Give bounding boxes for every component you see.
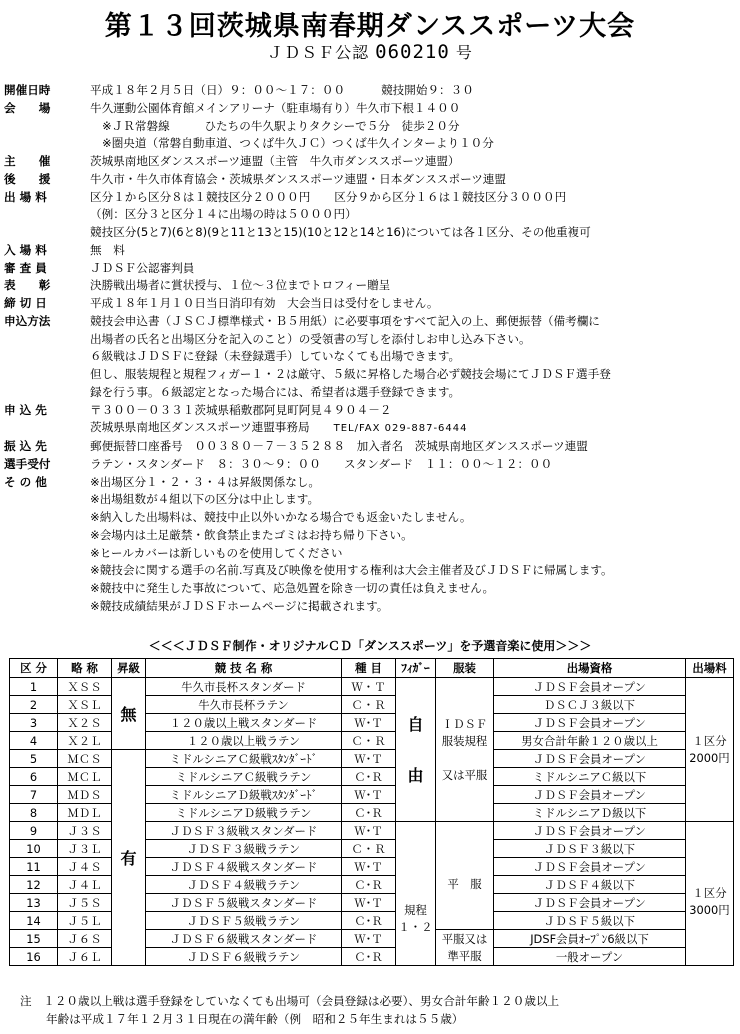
info-method-line: ６級戦はＪＤＳＦに登録（未登録選手）していなくても出場できます。 [90, 349, 461, 364]
info-host [4, 153, 738, 171]
row-number: 14 [10, 912, 58, 930]
row-name: ＪＤＳＦ３級戦ラテン [146, 840, 342, 858]
fee-line: １区分 [692, 886, 727, 900]
info-extra: 区分９から区分１６は１競技区分３０００円 [334, 189, 567, 204]
dress-line: 準平服 [447, 948, 482, 963]
header-cell: 競 技 名 称 [146, 659, 342, 678]
row-event: Ｗ・Ｔ [342, 678, 396, 696]
info-value: 平成１８年１月１０日当日消印有効 大会当日は受付をしません。 [90, 296, 439, 310]
info-other-line: ※会場内は土足厳禁・飲食禁止またゴミはお持ち帰り下さい。 [90, 527, 413, 542]
info-value: ※出場区分１・２・３・４は昇級関係なし。 [90, 474, 320, 489]
row-abbr: Ｊ４Ｌ [58, 876, 112, 894]
row-number: 7 [10, 786, 58, 804]
row-number: 13 [10, 894, 58, 912]
info-support [4, 171, 738, 189]
info-venue-line: ※圏央道（常磐自動車道、つくば牛久ＪＣ）つくば牛久インターより１０分 [102, 136, 494, 151]
info-label: 出 場 料 [4, 189, 47, 204]
figure-free [396, 678, 436, 822]
table-row [10, 750, 734, 768]
cert-prefix: ＪＤＳＦ公認 [267, 43, 370, 62]
row-event: Ｃ・Ｒ [342, 840, 396, 858]
info-date [4, 82, 738, 100]
row-event: Ｃ･Ｒ [342, 804, 396, 822]
info-method-line: 出場者の氏名と出場区分を記入のこと）の受領書の写しを添付しお申し込み下さい。 [90, 331, 531, 346]
info-venue-line: ※ＪＲ常磐線 ひたちの牛久駅よりタクシーで５分 徒歩２０分 [102, 118, 460, 133]
header-cell: 出場料 [686, 659, 734, 678]
row-abbr: Ｊ５Ｌ [58, 912, 112, 930]
dress-plain-or [436, 930, 494, 966]
info-extra: 競技開始９：３０ [381, 83, 474, 97]
footnote [20, 992, 736, 1028]
dress-line: 服装規程 [441, 733, 488, 748]
row-number: 1 [10, 678, 58, 696]
info-address [4, 402, 738, 420]
row-number: 6 [10, 768, 58, 786]
promotion-none: 無 [112, 678, 146, 750]
row-qualification: ＤＳＣＪ３級以下 [494, 696, 686, 714]
row-event: Ｗ･Ｔ [342, 714, 396, 732]
row-abbr: ＸＳＬ [58, 696, 112, 714]
row-qualification: ＪＤＳＦ３級以下 [494, 840, 686, 858]
row-qualification: ＪＤＳＦ会員オープン [494, 678, 686, 696]
row-name: ＪＤＳＦ６級戦スタンダード [146, 930, 342, 948]
fee-3000 [686, 822, 734, 966]
row-qualification: 男女合計年齢１２０歳以上 [494, 732, 686, 750]
footnote-line: 年齢は平成１７年１２月３１日現在の満年齢（例 昭和２５年生まれは５５歳） [46, 1012, 464, 1026]
info-deadline [4, 295, 738, 313]
info-other [4, 474, 738, 492]
info-awards [4, 277, 738, 295]
row-name: ＪＤＳＦ６級戦ラテン [146, 948, 342, 966]
info-value: 競技会申込書（ＪＳＣＪ標準様式・Ｂ５用紙）に必要事項をすべて記入の上、郵便振替（備考欄に [90, 313, 600, 328]
info-label: 申込方法 [4, 313, 51, 328]
fee-line: 3000円 [689, 903, 730, 917]
info-tel: TEL/FAX 029-887-6444 [333, 423, 468, 435]
row-abbr: Ｊ４Ｓ [58, 858, 112, 876]
row-number: 3 [10, 714, 58, 732]
row-name: １２０歳以上戦ラテン [146, 732, 342, 750]
row-name: 牛久市長杯ラテン [146, 696, 342, 714]
row-qualification: ミドルシニアＤ級以下 [494, 804, 686, 822]
info-label: 締 切 日 [4, 296, 47, 310]
row-qualification: ＪＤＳＦ会員オープン [494, 894, 686, 912]
row-abbr: Ｊ６Ｌ [58, 948, 112, 966]
row-event: Ｗ･Ｔ [342, 894, 396, 912]
row-qualification: ＪＤＳＦ会員オープン [494, 714, 686, 732]
row-qualification: ＪＤＳＦ４級以下 [494, 876, 686, 894]
row-name: ミドルシニアＣ級戦ｽﾀﾝﾀﾞｰﾄﾞ [146, 750, 342, 768]
dress-line: 平服又は [441, 931, 488, 946]
row-abbr: Ｘ２Ｓ [58, 714, 112, 732]
footnote-mark: 注 [20, 994, 32, 1008]
info-transfer [4, 438, 738, 456]
dress-idsf [436, 678, 494, 822]
row-qualification: ＪＤＳＦ会員オープン [494, 786, 686, 804]
header-cell: 昇級 [112, 659, 146, 678]
figure-rule-1: 規程 [404, 903, 427, 917]
info-admission [4, 242, 738, 260]
info-judges [4, 260, 738, 278]
header-cell: 服装 [436, 659, 494, 678]
row-event: Ｗ･Ｔ [342, 786, 396, 804]
row-abbr: Ｘ２Ｌ [58, 732, 112, 750]
event-info [4, 82, 738, 616]
row-event: Ｗ･Ｔ [342, 858, 396, 876]
info-label: 選手受付 [4, 456, 51, 471]
info-venue [4, 100, 738, 118]
row-number: 12 [10, 876, 58, 894]
row-number: 10 [10, 840, 58, 858]
fee-line: 2000円 [689, 750, 730, 765]
row-name: ＪＤＳＦ３級戦スタンダード [146, 822, 342, 840]
info-value: 〒３００－０３３１茨城県稲敷郡阿見町阿見４９０４－２ [90, 402, 392, 417]
info-value: ＪＤＳＦ公認審判員 [90, 260, 195, 275]
certification-number [0, 40, 740, 63]
info-label: 申 込 先 [4, 402, 47, 417]
row-qualification: ＪＤＳＦ５級以下 [494, 912, 686, 930]
row-name: ＪＤＳＦ５級戦ラテン [146, 912, 342, 930]
row-number: 4 [10, 732, 58, 750]
info-reception [4, 456, 738, 474]
row-number: 5 [10, 750, 58, 768]
dress-line: 又は平服 [441, 767, 488, 782]
music-note: ＜＜＜ＪＤＳＦ制作・オリジナルＣＤ「ダンススポーツ」を予選音楽に使用＞＞＞ [148, 639, 592, 653]
row-event: Ｗ･Ｔ [342, 750, 396, 768]
row-event: Ｗ･Ｔ [342, 930, 396, 948]
info-fee [4, 189, 738, 207]
row-name: ミドルシニアＣ級戦ラテン [146, 768, 342, 786]
row-abbr: Ｊ３Ｓ [58, 822, 112, 840]
row-abbr: ＭＣＳ [58, 750, 112, 768]
row-event: Ｃ・Ｒ [342, 696, 396, 714]
row-qualification: JDSF会員ｵｰﾌﾟﾝ6級以下 [494, 930, 686, 948]
figure-free-1: 自 [407, 714, 424, 734]
row-name: 牛久市長杯スタンダード [146, 678, 342, 696]
footnote-line: １２０歳以上戦は選手登録をしていなくても出場可（会員登録は必要）、男女合計年齢１２０歳以上 [43, 994, 560, 1008]
row-name: ＪＤＳＦ４級戦ラテン [146, 876, 342, 894]
figure-rule-2: １・２ [398, 920, 433, 934]
info-label: 表 彰 [4, 278, 51, 293]
row-name: ＪＤＳＦ４級戦スタンダード [146, 858, 342, 876]
row-name: １２０歳以上戦スタンダード [146, 714, 342, 732]
cert-suffix: 号 [455, 43, 473, 62]
row-number: 15 [10, 930, 58, 948]
row-event: Ｃ･Ｒ [342, 912, 396, 930]
info-value: 決勝戦出場者に賞状授与、１位～３位までトロフィー贈呈 [90, 278, 391, 293]
dress-line: ＩＤＳＦ [441, 716, 488, 731]
info-value: 郵便振替口座番号 ００３８０－７－３５２８８ 加入者名 茨城県南地区ダンススポーツ連盟 [90, 439, 588, 453]
info-value: 平成１８年２月５日（日）９：００～１７：００ [90, 83, 346, 97]
row-abbr: ＭＤＳ [58, 786, 112, 804]
row-qualification: 一般オープン [494, 948, 686, 966]
row-name: ＪＤＳＦ５級戦スタンダード [146, 894, 342, 912]
page-title: 第１３回茨城県南春期ダンススポーツ大会 [104, 11, 636, 42]
info-label: そ の 他 [4, 474, 47, 489]
row-abbr: ＸＳＳ [58, 678, 112, 696]
info-other-line: ※ヒールカバーは新しいものを使用してください [90, 545, 343, 560]
fee-line: １区分 [692, 733, 727, 748]
fee-2000 [686, 678, 734, 822]
row-qualification: ミドルシニアＣ級以下 [494, 768, 686, 786]
dress-line: 平 服 [447, 876, 482, 891]
row-number: 9 [10, 822, 58, 840]
row-name: ミドルシニアＤ級戦ｽﾀﾝﾀﾞｰﾄﾞ [146, 786, 342, 804]
info-method-line: 録を行う事。６級認定となった場合には、希望者は選手登録できます。 [90, 384, 461, 399]
row-event: Ｗ･Ｔ [342, 822, 396, 840]
info-label: 振 込 先 [4, 439, 47, 453]
info-label: 開催日時 [4, 83, 51, 97]
row-number: 2 [10, 696, 58, 714]
row-abbr: Ｊ５Ｓ [58, 894, 112, 912]
row-event: Ｃ･Ｒ [342, 876, 396, 894]
row-qualification: ＪＤＳＦ会員オープン [494, 858, 686, 876]
table-row [10, 678, 734, 696]
figure-rule [396, 822, 436, 966]
row-event: Ｃ・Ｒ [342, 732, 396, 750]
header-cell: 出場資格 [494, 659, 686, 678]
cert-number: 060210 [375, 41, 450, 63]
info-other-line: ※競技成績結果がＪＤＳＦホームページに掲載されます。 [90, 598, 389, 613]
header-cell: 種 目 [342, 659, 396, 678]
info-value: 区分１から区分８は１競技区分２０００円 [90, 189, 311, 204]
events-table [9, 658, 734, 966]
row-event: Ｃ･Ｒ [342, 948, 396, 966]
info-label: 後 援 [4, 171, 51, 186]
info-label: 入 場 料 [4, 242, 47, 257]
row-abbr: Ｊ３Ｌ [58, 840, 112, 858]
row-number: 11 [10, 858, 58, 876]
info-method [4, 313, 738, 331]
table-header-row [10, 659, 734, 678]
row-name: ミドルシニアＤ級戦ラテン [146, 804, 342, 822]
info-label: 会 場 [4, 100, 51, 115]
row-event: Ｃ･Ｒ [342, 768, 396, 786]
promotion-yes: 有 [112, 750, 146, 966]
row-number: 16 [10, 948, 58, 966]
info-value: ラテン・スタンダード ８：３０～９：００ スタンダード １１：００～１２：００ [90, 456, 553, 471]
info-label: 審 査 員 [4, 260, 47, 275]
info-value: 牛久市・牛久市体育協会・茨城県ダンススポーツ連盟・日本ダンススポーツ連盟 [90, 171, 506, 186]
row-abbr: Ｊ６Ｓ [58, 930, 112, 948]
row-abbr: ＭＤＬ [58, 804, 112, 822]
figure-free-2: 由 [407, 765, 424, 785]
info-value: 無 料 [90, 242, 125, 257]
row-qualification: ＪＤＳＦ会員オープン [494, 750, 686, 768]
info-other-line: ※競技会に関する選手の名前.写真及び映像を使用する権利は大会主催者及びＪＤＳＦに帰属します。 [90, 563, 613, 578]
dress-plain [436, 822, 494, 930]
header-cell: 略 称 [58, 659, 112, 678]
info-address-office: 茨城県県南地区ダンススポーツ連盟事務局 [90, 420, 310, 435]
info-fee-line: 競技区分(5と7)(6と8)(9と11と13と15)(10と12と14と16)については各１区分、その他重複可 [90, 225, 591, 239]
info-fee-line: （例：区分３と区分１４に出場の時は５０００円） [90, 207, 357, 222]
info-other-line: ※出場組数が４組以下の区分は中止します。 [90, 492, 320, 507]
info-value: 茨城県南地区ダンススポーツ連盟（主管 牛久市ダンススポーツ連盟） [90, 154, 460, 168]
info-label: 主 催 [4, 154, 51, 168]
header-cell: 区 分 [10, 659, 58, 678]
row-abbr: ＭＣＬ [58, 768, 112, 786]
row-number: 8 [10, 804, 58, 822]
info-value: 牛久運動公園体育館メインアリーナ（駐車場有り）牛久市下根１４００ [90, 100, 461, 115]
row-qualification: ＪＤＳＦ会員オープン [494, 822, 686, 840]
info-other-line: ※納入した出場料は、競技中止以外いかなる場合でも返金いたしません。 [90, 510, 472, 524]
info-method-line: 但し、服装規程と規程フィガー１・２は厳守、５級に昇格した場合必ず競技会場にてＪＤＳＦ選手登 [90, 367, 611, 381]
info-other-line: ※競技中に発生した事故について、応急処置を除き一切の責任は負えません。 [90, 581, 495, 595]
header-cell: ﾌｨｶﾞｰ [396, 659, 436, 678]
